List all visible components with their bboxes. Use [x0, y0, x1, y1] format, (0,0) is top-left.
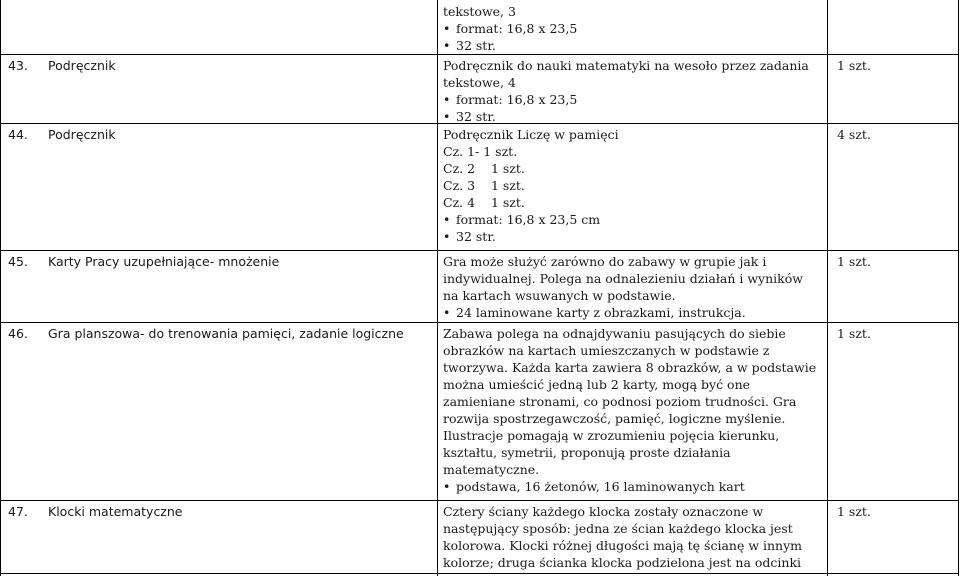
description-line: matematyczne.	[443, 462, 540, 477]
description-line: Podręcznik do nauki matematyki na wesoło przez zadania	[443, 58, 809, 73]
description-line: na kartach wsuwanych w podstawie.	[443, 288, 676, 303]
description-line: obrazków na kartach umieszczanych w podstawie z	[443, 343, 770, 358]
row-divider-45	[0, 250, 959, 251]
bullet-item: • format: 16,8 x 23,5 cm	[443, 211, 619, 228]
item-quantity: 1 szt.	[837, 58, 871, 73]
bullet-item: • format: 16,8 x 23,5	[443, 20, 577, 37]
item-quantity: 1 szt.	[837, 326, 871, 341]
table-border-right	[958, 0, 959, 576]
item-description	[443, 503, 802, 571]
bullet-item: • podstawa, 16 żetonów, 16 laminowanych kart	[443, 478, 816, 495]
bullet-item: • 32 str.	[443, 108, 809, 125]
item-name: Klocki matematyczne	[48, 504, 183, 519]
table-border-left	[0, 0, 1, 576]
bullet-item: • 32 str.	[443, 37, 577, 54]
description-line: Cz. 2 1 szt.	[443, 161, 525, 176]
description-line: zamieniane stronami, co podnosi poziom trudności. Gra	[443, 394, 797, 409]
row-number: 46.	[8, 326, 28, 341]
description-line: Cz. 3 1 szt.	[443, 178, 525, 193]
description-line: Zabawa polega na odnajdywaniu pasujących do siebie	[443, 326, 786, 341]
table-border-bottom	[0, 573, 959, 574]
item-name: Podręcznik	[48, 127, 116, 142]
row-number: 47.	[8, 504, 28, 519]
item-description	[443, 253, 803, 321]
bullet-item: • format: 16,8 x 23,5	[443, 91, 809, 108]
item-description	[443, 57, 809, 125]
description-line: Cz. 1- 1 szt.	[443, 144, 518, 159]
continuation-description	[443, 3, 577, 54]
description-line: Cztery ściany każdego klocka zostały oznaczone w	[443, 504, 764, 519]
description-line: indywidualnej. Polega na odnalezieniu działań i wyników	[443, 271, 803, 286]
description-line: kolorze; druga ścianka klocka podzielona jest na odcinki	[443, 555, 802, 570]
description-line: następujący sposób: jedna ze ścian każdego klocka jest	[443, 521, 793, 536]
item-description	[443, 325, 816, 495]
row-number: 43.	[8, 58, 28, 73]
item-name: Karty Pracy uzupełniające- mnożenie	[48, 254, 280, 269]
description-line: można umieścić jedną lub 2 karty, mogą być one	[443, 377, 751, 392]
item-quantity: 4 szt.	[837, 127, 871, 142]
description-line: rozwija spostrzegawczość, pamięć, logiczne myślenie.	[443, 411, 786, 426]
description-line: tworzywa. Każda karta zawiera 8 obrazków, a w podstawie	[443, 360, 817, 375]
row-divider-46	[0, 322, 959, 323]
column-divider-1	[437, 0, 438, 576]
description-line: kolorowa. Klocki różnej długości mają tę ścianę w innym	[443, 538, 803, 553]
row-number: 45.	[8, 254, 28, 269]
row-divider-43	[0, 54, 959, 55]
item-name: Podręcznik	[48, 58, 116, 73]
item-name: Gra planszowa- do trenowania pamięci, zadanie logiczne	[48, 326, 404, 341]
description-line: tekstowe, 3	[443, 4, 516, 19]
description-line: Podręcznik Liczę w pamięci	[443, 127, 619, 142]
column-divider-2	[827, 0, 828, 576]
description-line: Cz. 4 1 szt.	[443, 195, 525, 210]
description-line: Gra może służyć zarówno do zabawy w grupie jak i	[443, 254, 767, 269]
item-quantity: 1 szt.	[837, 504, 871, 519]
row-number: 44.	[8, 127, 28, 142]
description-line: tekstowe, 4	[443, 75, 516, 90]
description-line: kształtu, symetrii, proponują proste działania	[443, 445, 731, 460]
item-description	[443, 126, 619, 245]
bullet-item: • 32 str.	[443, 228, 619, 245]
item-quantity: 1 szt.	[837, 254, 871, 269]
description-line: Ilustracje pomagają w zrozumieniu pojęcia kierunku,	[443, 428, 780, 443]
bullet-item: • 24 laminowane karty z obrazkami, instrukcja.	[443, 304, 803, 321]
row-divider-47	[0, 500, 959, 501]
